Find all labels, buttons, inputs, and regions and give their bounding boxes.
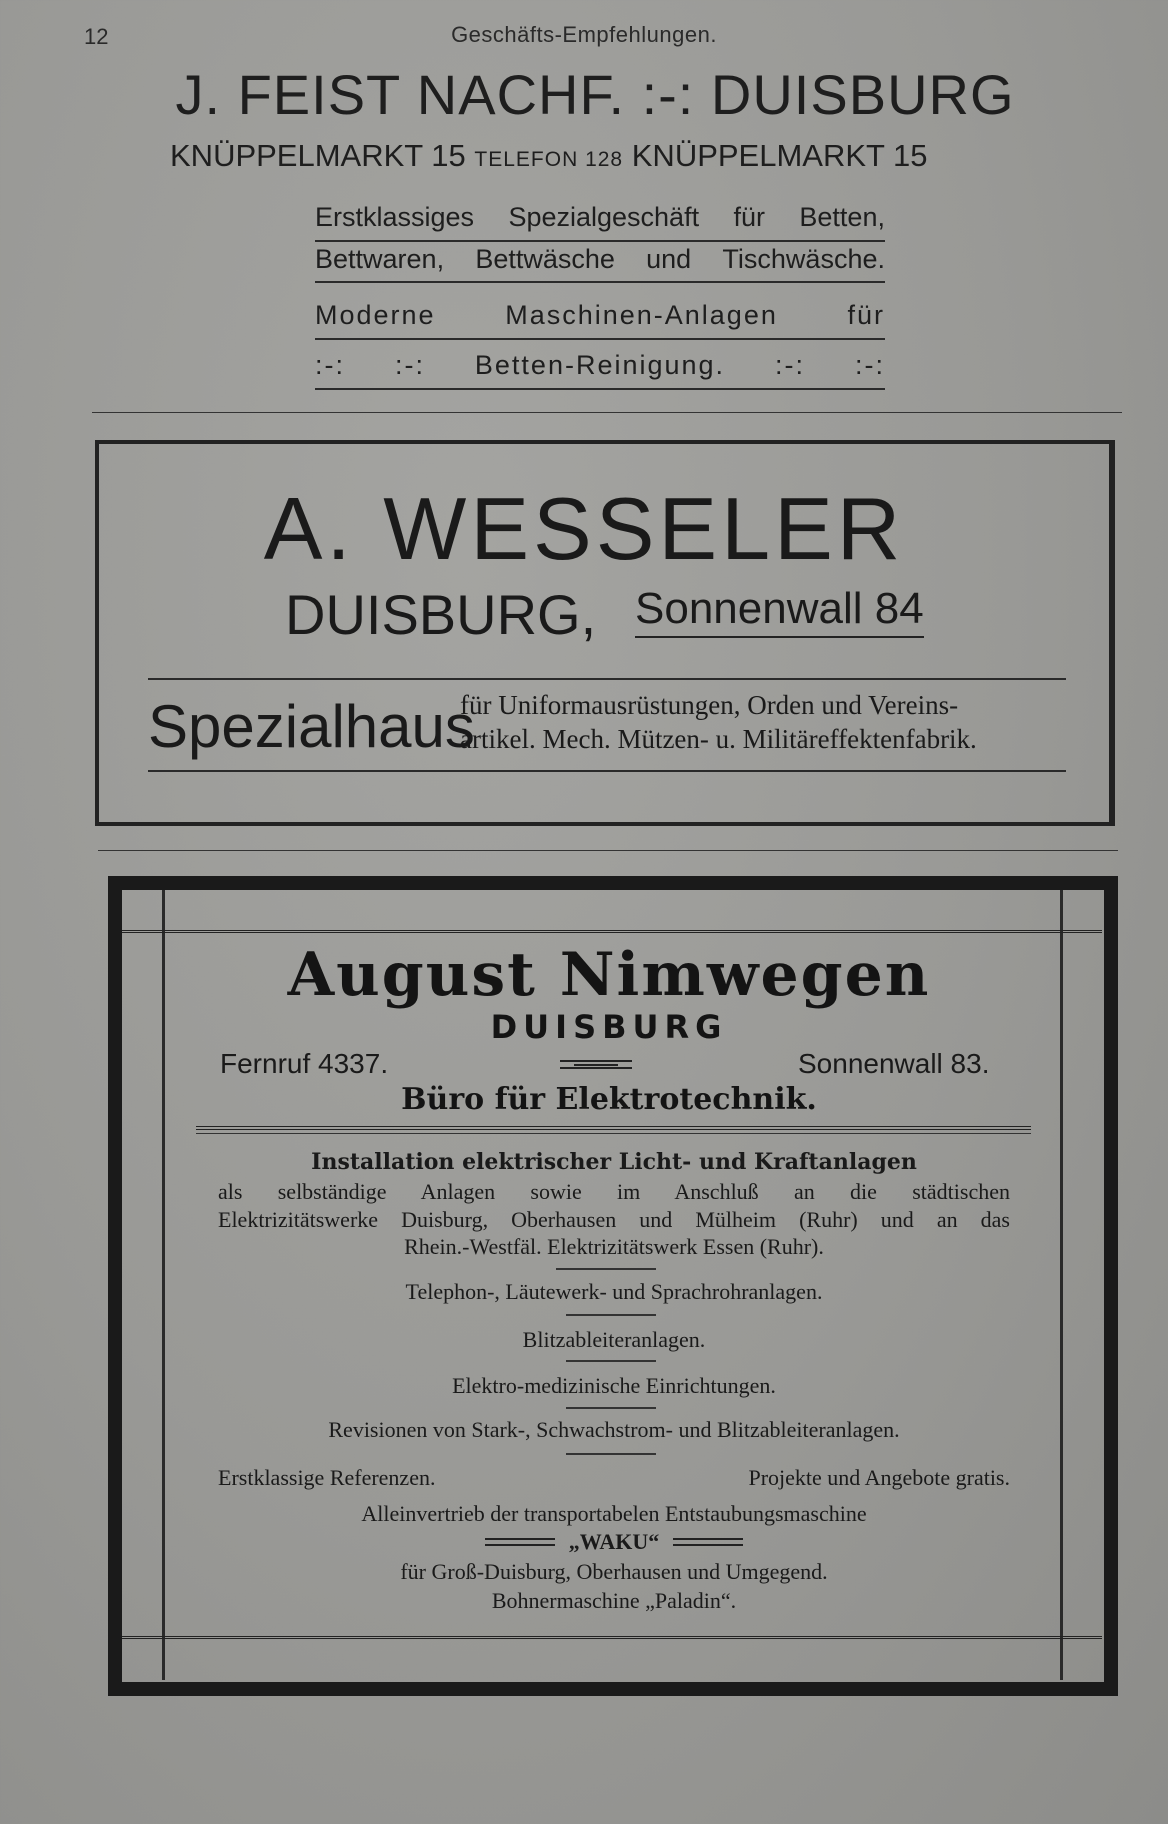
- feist-text-line-2: [315, 244, 885, 275]
- nimwegen-address: Sonnenwall 83.: [798, 1048, 990, 1079]
- nimwegen-inner-border-top: [122, 930, 1102, 933]
- spezialhaus-description: [460, 688, 1070, 756]
- feist-word: und: [646, 244, 692, 274]
- feist-address-right: KNÜPPELMARKT 15: [631, 138, 928, 173]
- install-line: Rhein.-Westfäl. Elektrizitätswerk Essen (Ruhr).: [404, 1234, 824, 1259]
- nimwegen-phone: Fernruf 4337.: [220, 1048, 389, 1079]
- feist-title: J. FEIST NACHF. :-: DUISBURG: [175, 63, 1015, 126]
- nimwegen-city: DUISBURG: [490, 1008, 728, 1046]
- nimwegen-office: Büro für Elektrotechnik.: [401, 1082, 817, 1117]
- feist-underline: [315, 338, 885, 340]
- region-text: für Groß-Duisburg, Oberhausen und Umgegend.: [400, 1559, 828, 1584]
- short-divider: [566, 1453, 656, 1455]
- short-divider: [566, 1407, 656, 1409]
- short-divider: [556, 1268, 656, 1270]
- feist-underline: [315, 281, 885, 283]
- waku-brand: „WAKU“: [568, 1529, 660, 1554]
- install-line: Elektrizitätswerke Duisburg, Oberhausen und Mülheim (Ruhr) und an das: [218, 1207, 1010, 1232]
- feist-word: Spezialgeschäft: [508, 202, 700, 232]
- feist-address-left: KNÜPPELMARKT 15: [170, 138, 466, 173]
- feist-word: Maschinen-Anlagen: [505, 300, 778, 330]
- references-row: [218, 1464, 1010, 1492]
- feist-word: :-:: [854, 350, 885, 380]
- double-rule: [673, 1538, 743, 1546]
- wesseler-street: Sonnenwall 84: [635, 584, 924, 638]
- feist-word: Betten,: [799, 202, 885, 232]
- feist-underline: [315, 240, 885, 242]
- nimwegen-divider: [196, 1126, 1031, 1130]
- feist-text-line-1: [315, 202, 885, 233]
- feist-word: Betten-Reinigung.: [474, 350, 726, 380]
- section-divider: [98, 850, 1118, 851]
- service-item: Telephon-, Läutewerk- und Sprachrohranlagen.: [405, 1279, 823, 1304]
- feist-word: Bettwäsche: [475, 244, 615, 274]
- spezialhaus-label: Spezialhaus: [148, 693, 475, 760]
- feist-address-row: [170, 138, 928, 174]
- install-title: Installation elektrischer Licht- und Kraftanlagen: [311, 1149, 917, 1175]
- install-line: als selbständige Anlagen sowie im Anschluß an die städtischen: [218, 1179, 1010, 1204]
- service-item: Elektro-medizinische Einrichtungen.: [452, 1373, 776, 1398]
- wesseler-name: A. WESSELER: [263, 479, 905, 578]
- wesseler-city: DUISBURG,: [285, 583, 597, 646]
- wesseler-rule-bottom: [148, 770, 1066, 772]
- feist-word: Moderne: [315, 300, 436, 330]
- feist-word: für: [847, 300, 885, 330]
- feist-word: Tischwäsche.: [722, 244, 885, 274]
- feist-phone: TELEFON 128: [474, 148, 624, 171]
- feist-text-line-3: [315, 300, 885, 331]
- feist-word: für: [733, 202, 765, 232]
- spezialhaus-desc-line-2: artikel. Mech. Mützen- u. Militäreffektenfabrik.: [460, 724, 977, 754]
- short-divider: [566, 1360, 656, 1362]
- offers-text: Projekte und Angebote gratis.: [748, 1465, 1010, 1490]
- section-divider: [92, 412, 1122, 413]
- feist-text-line-4: [315, 350, 885, 381]
- waku-row: [218, 1528, 1010, 1556]
- nimwegen-title: August Nimwegen: [287, 940, 931, 1010]
- double-rule: [485, 1538, 555, 1546]
- spezialhaus-desc-line-1: für Uniformausrüstungen, Orden und Vereins-: [460, 690, 959, 720]
- distribution-text: Alleinvertrieb der transportabelen Entstaubungsmaschine: [361, 1501, 867, 1526]
- nimwegen-divider-thin: [196, 1133, 1031, 1134]
- nimwegen-inner-border-bottom: [122, 1636, 1102, 1639]
- references-text: Erstklassige Referenzen.: [218, 1465, 436, 1490]
- short-divider: [566, 1314, 656, 1316]
- feist-word: :-:: [775, 350, 806, 380]
- feist-word: :-:: [315, 350, 345, 380]
- wesseler-rule-top: [148, 678, 1066, 680]
- feist-word: Erstklassiges: [315, 202, 475, 232]
- running-head: Geschäfts-Empfehlungen.: [451, 22, 717, 47]
- service-item: Blitzableiteranlagen.: [522, 1327, 706, 1352]
- service-item: Revisionen von Stark-, Schwachstrom- und Blitzableiteranlagen.: [328, 1417, 900, 1442]
- page-number: 12: [84, 24, 109, 49]
- feist-word: Bettwaren,: [315, 244, 445, 274]
- polisher-text: Bohnermaschine „Paladin“.: [491, 1588, 737, 1613]
- feist-underline: [315, 388, 885, 390]
- ornamental-dash: [560, 1060, 632, 1069]
- feist-word: :-:: [394, 350, 425, 380]
